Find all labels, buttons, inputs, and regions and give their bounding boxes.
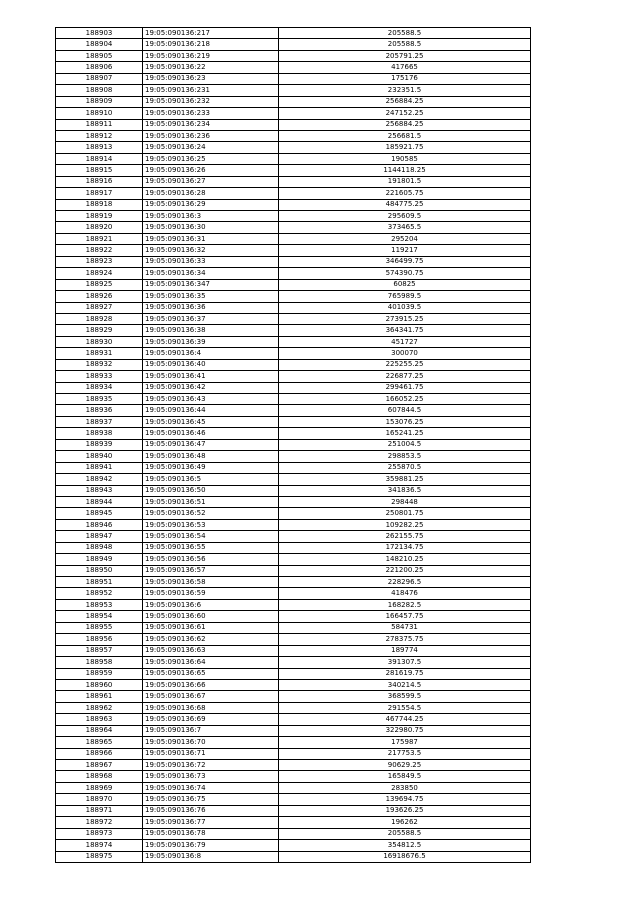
value-cell: 250801.75 bbox=[279, 508, 531, 519]
cadastral-number-cell: 19:05:090136:65 bbox=[143, 668, 279, 679]
value-cell: 373465.5 bbox=[279, 222, 531, 233]
row-number-cell: 188939 bbox=[56, 439, 143, 450]
cadastral-number-cell: 19:05:090136:35 bbox=[143, 291, 279, 302]
data-table bbox=[55, 27, 531, 863]
value-cell: 119217 bbox=[279, 245, 531, 256]
cadastral-number-cell: 19:05:090136:26 bbox=[143, 165, 279, 176]
row-number-cell: 188960 bbox=[56, 679, 143, 690]
cadastral-number-cell: 19:05:090136:51 bbox=[143, 496, 279, 507]
value-cell: 175176 bbox=[279, 73, 531, 84]
table-row bbox=[56, 268, 531, 279]
cadastral-number-cell: 19:05:090136:66 bbox=[143, 679, 279, 690]
value-cell: 217753.5 bbox=[279, 748, 531, 759]
value-cell: 262155.75 bbox=[279, 531, 531, 542]
value-cell: 109282.25 bbox=[279, 519, 531, 530]
table-row bbox=[56, 657, 531, 668]
value-cell: 255870.5 bbox=[279, 462, 531, 473]
table-row bbox=[56, 691, 531, 702]
cadastral-number-cell: 19:05:090136:233 bbox=[143, 108, 279, 119]
table-row bbox=[56, 634, 531, 645]
table-row bbox=[56, 588, 531, 599]
value-cell: 139694.75 bbox=[279, 794, 531, 805]
value-cell: 256884.25 bbox=[279, 96, 531, 107]
cadastral-number-cell: 19:05:090136:60 bbox=[143, 611, 279, 622]
row-number-cell: 188938 bbox=[56, 428, 143, 439]
value-cell: 148210.25 bbox=[279, 554, 531, 565]
cadastral-number-cell: 19:05:090136:53 bbox=[143, 519, 279, 530]
value-cell: 364341.75 bbox=[279, 325, 531, 336]
row-number-cell: 188973 bbox=[56, 828, 143, 839]
value-cell: 295609.5 bbox=[279, 211, 531, 222]
value-cell: 165241.25 bbox=[279, 428, 531, 439]
row-number-cell: 188906 bbox=[56, 62, 143, 73]
cadastral-number-cell: 19:05:090136:25 bbox=[143, 153, 279, 164]
table-row bbox=[56, 176, 531, 187]
value-cell: 190585 bbox=[279, 153, 531, 164]
table-row bbox=[56, 851, 531, 862]
row-number-cell: 188953 bbox=[56, 599, 143, 610]
row-number-cell: 188918 bbox=[56, 199, 143, 210]
row-number-cell: 188962 bbox=[56, 702, 143, 713]
row-number-cell: 188942 bbox=[56, 474, 143, 485]
cadastral-number-cell: 19:05:090136:45 bbox=[143, 416, 279, 427]
row-number-cell: 188924 bbox=[56, 268, 143, 279]
row-number-cell: 188931 bbox=[56, 348, 143, 359]
row-number-cell: 188975 bbox=[56, 851, 143, 862]
row-number-cell: 188913 bbox=[56, 142, 143, 153]
value-cell: 225255.25 bbox=[279, 359, 531, 370]
cadastral-number-cell: 19:05:090136:56 bbox=[143, 554, 279, 565]
cadastral-number-cell: 19:05:090136:231 bbox=[143, 85, 279, 96]
row-number-cell: 188957 bbox=[56, 645, 143, 656]
table-row bbox=[56, 439, 531, 450]
cadastral-number-cell: 19:05:090136:62 bbox=[143, 634, 279, 645]
cadastral-number-cell: 19:05:090136:218 bbox=[143, 39, 279, 50]
value-cell: 341836.5 bbox=[279, 485, 531, 496]
value-cell: 221200.25 bbox=[279, 565, 531, 576]
table-row bbox=[56, 165, 531, 176]
cadastral-number-cell: 19:05:090136:29 bbox=[143, 199, 279, 210]
row-number-cell: 188951 bbox=[56, 577, 143, 588]
cadastral-number-cell: 19:05:090136:68 bbox=[143, 702, 279, 713]
value-cell: 1144118.25 bbox=[279, 165, 531, 176]
row-number-cell: 188916 bbox=[56, 176, 143, 187]
table-row bbox=[56, 828, 531, 839]
table-row bbox=[56, 50, 531, 61]
row-number-cell: 188926 bbox=[56, 291, 143, 302]
cadastral-number-cell: 19:05:090136:79 bbox=[143, 840, 279, 851]
cadastral-number-cell: 19:05:090136:28 bbox=[143, 188, 279, 199]
value-cell: 189774 bbox=[279, 645, 531, 656]
value-cell: 283850 bbox=[279, 782, 531, 793]
value-cell: 251004.5 bbox=[279, 439, 531, 450]
value-cell: 273915.25 bbox=[279, 313, 531, 324]
value-cell: 298853.5 bbox=[279, 451, 531, 462]
cadastral-number-cell: 19:05:090136:55 bbox=[143, 542, 279, 553]
value-cell: 484775.25 bbox=[279, 199, 531, 210]
value-cell: 765989.5 bbox=[279, 291, 531, 302]
row-number-cell: 188971 bbox=[56, 805, 143, 816]
row-number-cell: 188905 bbox=[56, 50, 143, 61]
cadastral-number-cell: 19:05:090136:232 bbox=[143, 96, 279, 107]
row-number-cell: 188964 bbox=[56, 725, 143, 736]
table-row bbox=[56, 199, 531, 210]
table-row bbox=[56, 508, 531, 519]
row-number-cell: 188903 bbox=[56, 28, 143, 39]
cadastral-number-cell: 19:05:090136:44 bbox=[143, 405, 279, 416]
cadastral-number-cell: 19:05:090136:4 bbox=[143, 348, 279, 359]
table-row bbox=[56, 840, 531, 851]
value-cell: 295204 bbox=[279, 233, 531, 244]
table-row bbox=[56, 451, 531, 462]
row-number-cell: 188909 bbox=[56, 96, 143, 107]
row-number-cell: 188946 bbox=[56, 519, 143, 530]
value-cell: 185921.75 bbox=[279, 142, 531, 153]
value-cell: 401039.5 bbox=[279, 302, 531, 313]
value-cell: 166052.25 bbox=[279, 394, 531, 405]
row-number-cell: 188936 bbox=[56, 405, 143, 416]
value-cell: 256884.25 bbox=[279, 119, 531, 130]
cadastral-number-cell: 19:05:090136:67 bbox=[143, 691, 279, 702]
table-row bbox=[56, 245, 531, 256]
table-row bbox=[56, 714, 531, 725]
table-row bbox=[56, 371, 531, 382]
cadastral-number-cell: 19:05:090136:70 bbox=[143, 737, 279, 748]
value-cell: 166457.75 bbox=[279, 611, 531, 622]
cadastral-number-cell: 19:05:090136:22 bbox=[143, 62, 279, 73]
row-number-cell: 188910 bbox=[56, 108, 143, 119]
table-row bbox=[56, 130, 531, 141]
row-number-cell: 188912 bbox=[56, 130, 143, 141]
table-row bbox=[56, 256, 531, 267]
value-cell: 300070 bbox=[279, 348, 531, 359]
cadastral-number-cell: 19:05:090136:50 bbox=[143, 485, 279, 496]
table-row bbox=[56, 805, 531, 816]
row-number-cell: 188966 bbox=[56, 748, 143, 759]
row-number-cell: 188919 bbox=[56, 211, 143, 222]
row-number-cell: 188908 bbox=[56, 85, 143, 96]
table-row bbox=[56, 211, 531, 222]
cadastral-number-cell: 19:05:090136:75 bbox=[143, 794, 279, 805]
cadastral-number-cell: 19:05:090136:47 bbox=[143, 439, 279, 450]
row-number-cell: 188972 bbox=[56, 817, 143, 828]
value-cell: 153076.25 bbox=[279, 416, 531, 427]
value-cell: 391307.5 bbox=[279, 657, 531, 668]
value-cell: 90629.25 bbox=[279, 760, 531, 771]
cadastral-number-cell: 19:05:090136:76 bbox=[143, 805, 279, 816]
table-row bbox=[56, 668, 531, 679]
row-number-cell: 188956 bbox=[56, 634, 143, 645]
row-number-cell: 188958 bbox=[56, 657, 143, 668]
cadastral-number-cell: 19:05:090136:49 bbox=[143, 462, 279, 473]
cadastral-number-cell: 19:05:090136:41 bbox=[143, 371, 279, 382]
value-cell: 346499.75 bbox=[279, 256, 531, 267]
table-row bbox=[56, 108, 531, 119]
table-row bbox=[56, 531, 531, 542]
row-number-cell: 188940 bbox=[56, 451, 143, 462]
value-cell: 291554.5 bbox=[279, 702, 531, 713]
cadastral-number-cell: 19:05:090136:6 bbox=[143, 599, 279, 610]
value-cell: 175987 bbox=[279, 737, 531, 748]
row-number-cell: 188970 bbox=[56, 794, 143, 805]
cadastral-number-cell: 19:05:090136:43 bbox=[143, 394, 279, 405]
value-cell: 299461.75 bbox=[279, 382, 531, 393]
table-row bbox=[56, 394, 531, 405]
table-row bbox=[56, 325, 531, 336]
cadastral-number-cell: 19:05:090136:71 bbox=[143, 748, 279, 759]
cadastral-number-cell: 19:05:090136:33 bbox=[143, 256, 279, 267]
row-number-cell: 188937 bbox=[56, 416, 143, 427]
cadastral-number-cell: 19:05:090136:347 bbox=[143, 279, 279, 290]
table-row bbox=[56, 474, 531, 485]
row-number-cell: 188947 bbox=[56, 531, 143, 542]
table-row bbox=[56, 188, 531, 199]
table-row bbox=[56, 73, 531, 84]
value-cell: 205588.5 bbox=[279, 828, 531, 839]
value-cell: 281619.75 bbox=[279, 668, 531, 679]
row-number-cell: 188954 bbox=[56, 611, 143, 622]
row-number-cell: 188941 bbox=[56, 462, 143, 473]
row-number-cell: 188944 bbox=[56, 496, 143, 507]
table-row bbox=[56, 748, 531, 759]
cadastral-number-cell: 19:05:090136:63 bbox=[143, 645, 279, 656]
table-row bbox=[56, 302, 531, 313]
value-cell: 418476 bbox=[279, 588, 531, 599]
row-number-cell: 188911 bbox=[56, 119, 143, 130]
cadastral-number-cell: 19:05:090136:40 bbox=[143, 359, 279, 370]
row-number-cell: 188925 bbox=[56, 279, 143, 290]
row-number-cell: 188974 bbox=[56, 840, 143, 851]
row-number-cell: 188945 bbox=[56, 508, 143, 519]
cadastral-number-cell: 19:05:090136:37 bbox=[143, 313, 279, 324]
table-row bbox=[56, 348, 531, 359]
value-cell: 60825 bbox=[279, 279, 531, 290]
value-cell: 16918676.5 bbox=[279, 851, 531, 862]
value-cell: 228296.5 bbox=[279, 577, 531, 588]
table-row bbox=[56, 645, 531, 656]
row-number-cell: 188904 bbox=[56, 39, 143, 50]
row-number-cell: 188915 bbox=[56, 165, 143, 176]
table-row bbox=[56, 96, 531, 107]
table-row bbox=[56, 336, 531, 347]
row-number-cell: 188934 bbox=[56, 382, 143, 393]
value-cell: 451727 bbox=[279, 336, 531, 347]
cadastral-number-cell: 19:05:090136:48 bbox=[143, 451, 279, 462]
cadastral-number-cell: 19:05:090136:52 bbox=[143, 508, 279, 519]
row-number-cell: 188928 bbox=[56, 313, 143, 324]
value-cell: 278375.75 bbox=[279, 634, 531, 645]
value-cell: 584731 bbox=[279, 622, 531, 633]
row-number-cell: 188968 bbox=[56, 771, 143, 782]
value-cell: 168282.5 bbox=[279, 599, 531, 610]
cadastral-number-cell: 19:05:090136:3 bbox=[143, 211, 279, 222]
cadastral-number-cell: 19:05:090136:57 bbox=[143, 565, 279, 576]
table-row bbox=[56, 428, 531, 439]
cadastral-number-cell: 19:05:090136:7 bbox=[143, 725, 279, 736]
value-cell: 417665 bbox=[279, 62, 531, 73]
value-cell: 165849.5 bbox=[279, 771, 531, 782]
row-number-cell: 188922 bbox=[56, 245, 143, 256]
table-body bbox=[56, 28, 531, 863]
table-row bbox=[56, 279, 531, 290]
value-cell: 193626.25 bbox=[279, 805, 531, 816]
value-cell: 467744.25 bbox=[279, 714, 531, 725]
row-number-cell: 188930 bbox=[56, 336, 143, 347]
row-number-cell: 188963 bbox=[56, 714, 143, 725]
value-cell: 205588.5 bbox=[279, 28, 531, 39]
value-cell: 196262 bbox=[279, 817, 531, 828]
row-number-cell: 188920 bbox=[56, 222, 143, 233]
value-cell: 298448 bbox=[279, 496, 531, 507]
table-row bbox=[56, 222, 531, 233]
cadastral-number-cell: 19:05:090136:69 bbox=[143, 714, 279, 725]
row-number-cell: 188923 bbox=[56, 256, 143, 267]
table-row bbox=[56, 565, 531, 576]
row-number-cell: 188927 bbox=[56, 302, 143, 313]
cadastral-number-cell: 19:05:090136:78 bbox=[143, 828, 279, 839]
table-row bbox=[56, 416, 531, 427]
row-number-cell: 188921 bbox=[56, 233, 143, 244]
table-row bbox=[56, 794, 531, 805]
cadastral-number-cell: 19:05:090136:27 bbox=[143, 176, 279, 187]
row-number-cell: 188959 bbox=[56, 668, 143, 679]
table-row bbox=[56, 771, 531, 782]
value-cell: 205588.5 bbox=[279, 39, 531, 50]
row-number-cell: 188929 bbox=[56, 325, 143, 336]
cadastral-number-cell: 19:05:090136:46 bbox=[143, 428, 279, 439]
table-row bbox=[56, 485, 531, 496]
table-row bbox=[56, 85, 531, 96]
cadastral-number-cell: 19:05:090136:42 bbox=[143, 382, 279, 393]
cadastral-number-cell: 19:05:090136:39 bbox=[143, 336, 279, 347]
value-cell: 232351.5 bbox=[279, 85, 531, 96]
row-number-cell: 188949 bbox=[56, 554, 143, 565]
cadastral-number-cell: 19:05:090136:64 bbox=[143, 657, 279, 668]
row-number-cell: 188948 bbox=[56, 542, 143, 553]
cadastral-number-cell: 19:05:090136:77 bbox=[143, 817, 279, 828]
row-number-cell: 188907 bbox=[56, 73, 143, 84]
row-number-cell: 188955 bbox=[56, 622, 143, 633]
cadastral-number-cell: 19:05:090136:32 bbox=[143, 245, 279, 256]
table-row bbox=[56, 622, 531, 633]
table-row bbox=[56, 313, 531, 324]
cadastral-number-cell: 19:05:090136:219 bbox=[143, 50, 279, 61]
table-row bbox=[56, 142, 531, 153]
cadastral-number-cell: 19:05:090136:54 bbox=[143, 531, 279, 542]
value-cell: 340214.5 bbox=[279, 679, 531, 690]
cadastral-number-cell: 19:05:090136:5 bbox=[143, 474, 279, 485]
row-number-cell: 188952 bbox=[56, 588, 143, 599]
table-row bbox=[56, 496, 531, 507]
row-number-cell: 188961 bbox=[56, 691, 143, 702]
table-row bbox=[56, 702, 531, 713]
value-cell: 607844.5 bbox=[279, 405, 531, 416]
table-row bbox=[56, 291, 531, 302]
value-cell: 574390.75 bbox=[279, 268, 531, 279]
table-row bbox=[56, 405, 531, 416]
row-number-cell: 188932 bbox=[56, 359, 143, 370]
table-row bbox=[56, 782, 531, 793]
value-cell: 205791.25 bbox=[279, 50, 531, 61]
table-row bbox=[56, 817, 531, 828]
cadastral-number-cell: 19:05:090136:73 bbox=[143, 771, 279, 782]
table-row bbox=[56, 725, 531, 736]
table-row bbox=[56, 359, 531, 370]
table-row bbox=[56, 554, 531, 565]
table-row bbox=[56, 542, 531, 553]
value-cell: 191801.5 bbox=[279, 176, 531, 187]
row-number-cell: 188935 bbox=[56, 394, 143, 405]
value-cell: 359881.25 bbox=[279, 474, 531, 485]
cadastral-number-cell: 19:05:090136:24 bbox=[143, 142, 279, 153]
row-number-cell: 188943 bbox=[56, 485, 143, 496]
cadastral-number-cell: 19:05:090136:59 bbox=[143, 588, 279, 599]
table-row bbox=[56, 737, 531, 748]
table-row bbox=[56, 679, 531, 690]
cadastral-number-cell: 19:05:090136:23 bbox=[143, 73, 279, 84]
row-number-cell: 188969 bbox=[56, 782, 143, 793]
value-cell: 226877.25 bbox=[279, 371, 531, 382]
value-cell: 322980.75 bbox=[279, 725, 531, 736]
value-cell: 172134.75 bbox=[279, 542, 531, 553]
row-number-cell: 188914 bbox=[56, 153, 143, 164]
value-cell: 221605.75 bbox=[279, 188, 531, 199]
row-number-cell: 188965 bbox=[56, 737, 143, 748]
cadastral-number-cell: 19:05:090136:74 bbox=[143, 782, 279, 793]
table-row bbox=[56, 233, 531, 244]
value-cell: 354812.5 bbox=[279, 840, 531, 851]
cadastral-number-cell: 19:05:090136:36 bbox=[143, 302, 279, 313]
row-number-cell: 188950 bbox=[56, 565, 143, 576]
table-row bbox=[56, 119, 531, 130]
row-number-cell: 188933 bbox=[56, 371, 143, 382]
value-cell: 247152.25 bbox=[279, 108, 531, 119]
cadastral-number-cell: 19:05:090136:38 bbox=[143, 325, 279, 336]
table-row bbox=[56, 760, 531, 771]
cadastral-number-cell: 19:05:090136:30 bbox=[143, 222, 279, 233]
cadastral-number-cell: 19:05:090136:31 bbox=[143, 233, 279, 244]
cadastral-number-cell: 19:05:090136:72 bbox=[143, 760, 279, 771]
table-row bbox=[56, 28, 531, 39]
row-number-cell: 188917 bbox=[56, 188, 143, 199]
cadastral-number-cell: 19:05:090136:236 bbox=[143, 130, 279, 141]
value-cell: 256681.5 bbox=[279, 130, 531, 141]
cadastral-number-cell: 19:05:090136:8 bbox=[143, 851, 279, 862]
table-row bbox=[56, 611, 531, 622]
table-row bbox=[56, 153, 531, 164]
value-cell: 368599.5 bbox=[279, 691, 531, 702]
cadastral-number-cell: 19:05:090136:34 bbox=[143, 268, 279, 279]
cadastral-number-cell: 19:05:090136:217 bbox=[143, 28, 279, 39]
row-number-cell: 188967 bbox=[56, 760, 143, 771]
cadastral-number-cell: 19:05:090136:58 bbox=[143, 577, 279, 588]
table-row bbox=[56, 519, 531, 530]
table-row bbox=[56, 39, 531, 50]
table-row bbox=[56, 382, 531, 393]
cadastral-number-cell: 19:05:090136:234 bbox=[143, 119, 279, 130]
table-row bbox=[56, 577, 531, 588]
table-row bbox=[56, 599, 531, 610]
table-row bbox=[56, 462, 531, 473]
table-row bbox=[56, 62, 531, 73]
cadastral-number-cell: 19:05:090136:61 bbox=[143, 622, 279, 633]
